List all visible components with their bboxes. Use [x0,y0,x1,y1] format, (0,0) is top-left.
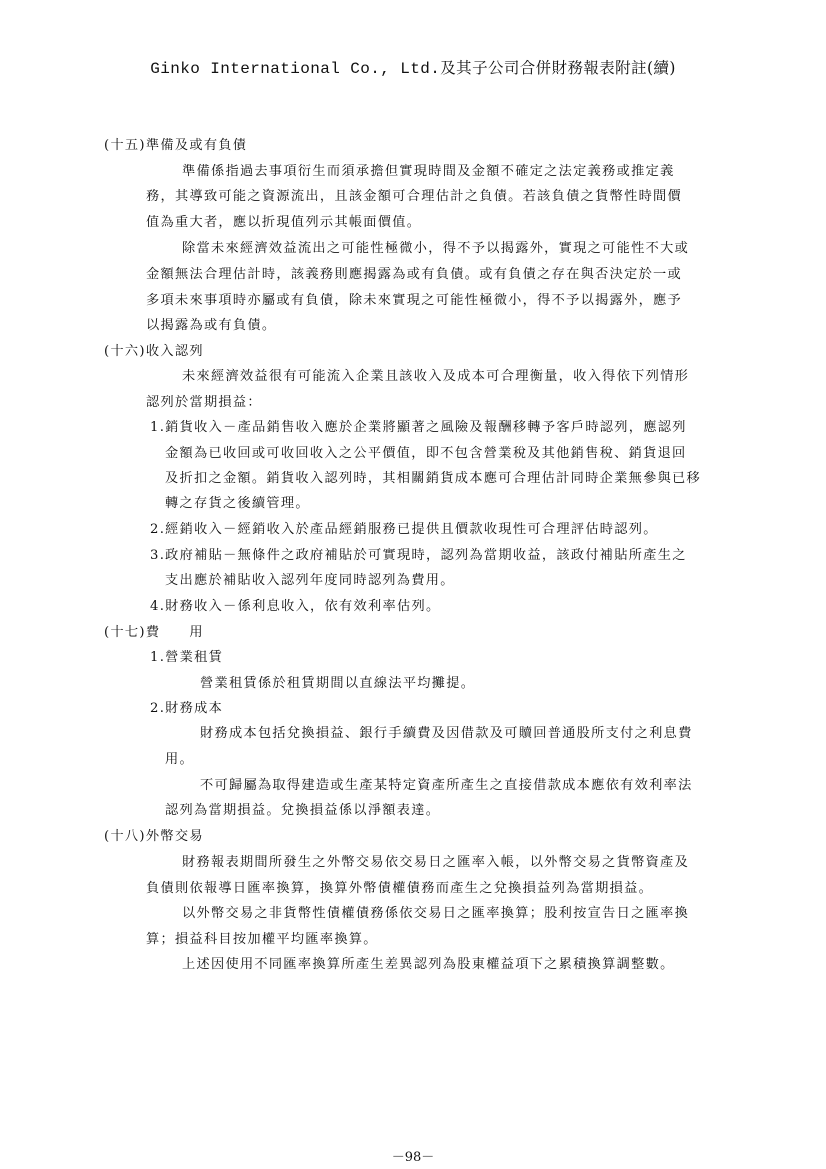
list-item-1: 1.營業租賃 [150,650,224,665]
list-item-3: 3.政府補貼－無條件之政府補貼於可實現時，認列為當期收益，該政付補貼所產生之 [150,548,687,563]
paragraph-line: 務，其導致可能之資源流出，且該金額可合理估計之負債。若該負債之貨幣性時間價 [146,189,683,204]
list-item-continuation: 金額為已收回或可收回收入之公平價值，即不包含營業稅及其他銷售稅、銷貨退回 [165,446,687,461]
paragraph-line: 認列於當期損益： [146,395,262,410]
list-item-continuation: 轉之存貨之後續管理。 [165,496,310,511]
paragraph-line: 財務成本包括兌換損益、銀行手續費及因借款及可贖回普通股所支付之利息費 [200,726,693,741]
list-item-4: 4.財務收入－係利息收入，依有效利率估列。 [150,599,441,614]
section-heading-17: (十七)費 用 [104,625,204,640]
list-item-2: 2.財務成本 [150,701,224,716]
page-header [0,56,826,78]
list-item-2: 2.經銷收入－經銷收入於產品經銷服務已提供且價款收現性可合理評估時認列。 [150,522,658,537]
section-heading-15: (十五)準備及或有負債 [104,138,248,153]
section-heading-18: (十八)外幣交易 [104,829,204,844]
page-number: －98－ [391,1150,435,1165]
list-item-continuation: 支出應於補貼收入認列年度同時認列為費用。 [165,573,455,588]
paragraph-line: 準備係指過去事項衍生而須承擔但實現時間及金額不確定之法定義務或推定義 [182,164,675,179]
paragraph-line: 營業租賃係於租賃期間以直線法平均攤提。 [200,676,476,691]
paragraph-line: 算；損益科目按加權平均匯率換算。 [146,932,378,947]
paragraph-line: 多項未來事項時亦屬或有負債，除未來實現之可能性極微小，得不予以揭露外，應予 [146,293,683,308]
paragraph-line: 未來經濟效益很有可能流入企業且該收入及成本可合理衡量，收入得依下列情形 [182,369,690,384]
section-heading-16: (十六)收入認列 [104,344,204,359]
paragraph-line: 不可歸屬為取得建造或生產某特定資產所產生之直接借款成本應依有效利率法 [200,778,693,793]
paragraph-line: 負債則依報導日匯率換算，換算外幣債權債務而產生之兌換損益列為當期損益。 [146,881,654,896]
header-title-zh: 及其子公司合併財務報表附註(續) [440,59,676,77]
paragraph-line: 值為重大者，應以折現值列示其帳面價值。 [146,215,422,230]
paragraph-line: 以揭露為或有負債。 [146,318,277,333]
paragraph-line: 認列為當期損益。兌換損益係以淨額表達。 [165,803,441,818]
paragraph-line: 金額無法合理估計時，該義務則應揭露為或有負債。或有負債之存在與否決定於一或 [146,267,683,282]
paragraph-line: 用。 [165,752,194,767]
paragraph-line: 以外幣交易之非貨幣性債權債務係依交易日之匯率換算；股利按宣告日之匯率換 [182,906,690,921]
paragraph-line: 上述因使用不同匯率換算所產生差異認列為股東權益項下之累積換算調整數。 [182,957,675,972]
paragraph-line: 除當未來經濟效益流出之可能性極微小，得不予以揭露外，實現之可能性不大或 [182,241,690,256]
list-item-continuation: 及折扣之金額。銷貨收入認列時，其相關銷貨成本應可合理估計同時企業無參與已移 [165,471,702,486]
paragraph-line: 財務報表期間所發生之外幣交易依交易日之匯率入帳，以外幣交易之貨幣資產及 [182,855,690,870]
list-item-1: 1.銷貨收入－產品銷售收入應於企業將顯著之風險及報酬移轉予客戶時認列，應認列 [150,420,687,435]
header-company-name: Ginko International Co., Ltd. [150,60,441,78]
